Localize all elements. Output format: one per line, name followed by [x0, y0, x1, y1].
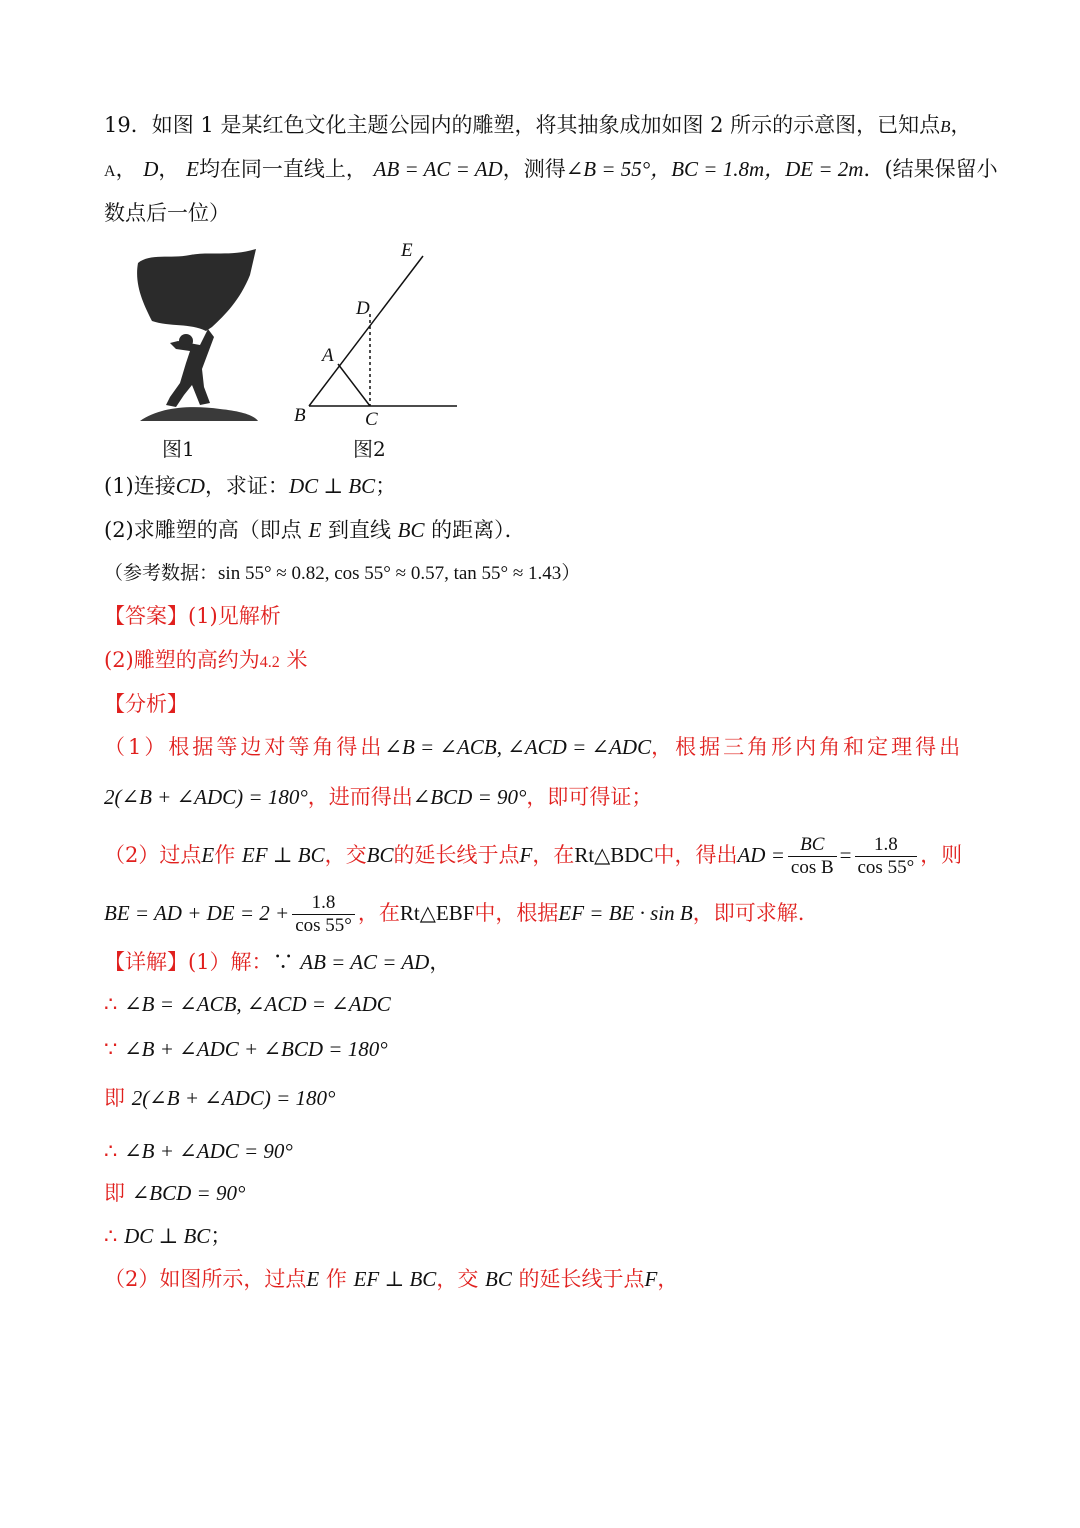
detail-line-4: 即 2(∠B + ∠ADC) = 180°	[104, 1086, 336, 1110]
detail-line-7: ∴ DC ⊥ BC；	[104, 1224, 232, 1248]
detail-line-8: （2）如图所示，过点E 作 EF ⊥ BC，交 BC 的延长线于点F，	[104, 1267, 679, 1291]
problem-line-3: 数点后一位）	[104, 201, 230, 225]
label-D: D	[356, 298, 370, 319]
statue-silhouette-image	[130, 245, 260, 425]
detail-line-5: ∴ ∠B + ∠ADC = 90°	[104, 1139, 293, 1163]
label-B: B	[294, 405, 306, 426]
answer-heading: 【答案】	[104, 604, 188, 628]
detail-line-1: 【详解】(1）解：∵ AB = AC = AD，	[104, 950, 451, 974]
analysis-heading: 【分析】	[104, 692, 188, 716]
detail-heading: 【详解】	[104, 950, 188, 974]
analysis-p2-line1: （2）过点E作 EF ⊥ BC，交BC的延长线于点F，在Rt△BDC中，得出AD = $\frac{BC}{\text{cos B}}$ = $\frac{1.8}{\cos 55^\circ}$ ，则	[104, 834, 963, 878]
label-C: C	[365, 409, 378, 430]
problem-line-2: A， D， E均在同一直线上， AB = AC = AD，测得∠B = 55°，BC = 1.8m，DE = 2m．(结果保留小	[104, 157, 998, 181]
fraction-1.8-over-cos55-b: $\frac{1.8}{\cos 55^\circ}$	[292, 892, 355, 937]
detail-line-3: ∵ ∠B + ∠ADC + ∠BCD = 180°	[104, 1037, 388, 1061]
reference-data: （参考数据：sin 55° ≈ 0.82, cos 55° ≈ 0.57, tan 55° ≈ 1.43）	[104, 562, 581, 584]
geometry-diagram	[285, 232, 465, 432]
analysis-p1-line2: 2(∠B + ∠ADC) = 180°，进而得出∠BCD = 90°，即可得证；	[104, 785, 653, 809]
detail-line-6: 即 ∠BCD = 90°	[104, 1181, 246, 1205]
fig2-caption: 图2	[353, 437, 386, 461]
problem-line-1: 19．如图 1 是某红色文化主题公园内的雕塑，将其抽象成加如图 2 所示的示意图，已知点B，	[104, 113, 972, 137]
answer-part-2: (2)雕塑的高约为4.2 米	[104, 648, 308, 672]
fraction-bc-over-cosb: $\frac{BC}{\text{cos B}}$	[788, 834, 837, 879]
label-A: A	[322, 345, 334, 366]
analysis-p2-line2: BE = AD + DE = 2 + $\frac{1.8}{\cos 55^\circ}$ ，在Rt△EBF中，根据EF = BE · sin B，即可求解.	[104, 892, 805, 936]
problem-number: 19．	[104, 113, 152, 137]
fraction-1.8-over-cos55: $\frac{1.8}{\cos 55^\circ}$	[855, 834, 918, 879]
question-1: (1)连接CD，求证：DC ⊥ BC；	[104, 474, 397, 498]
question-2: (2)求雕塑的高（即点 E 到直线 BC 的距离）．	[104, 518, 526, 542]
analysis-p1-line1: （1）根据等边对等角得出∠B = ∠ACB, ∠ACD = ∠ADC，根据三角形内角和定理得出	[104, 735, 964, 759]
label-E: E	[401, 240, 413, 261]
answer-part-1: 【答案】(1)见解析	[104, 604, 281, 628]
detail-line-2: ∴ ∠B = ∠ACB, ∠ACD = ∠ADC	[104, 992, 391, 1016]
fig1-caption: 图1	[162, 437, 195, 461]
